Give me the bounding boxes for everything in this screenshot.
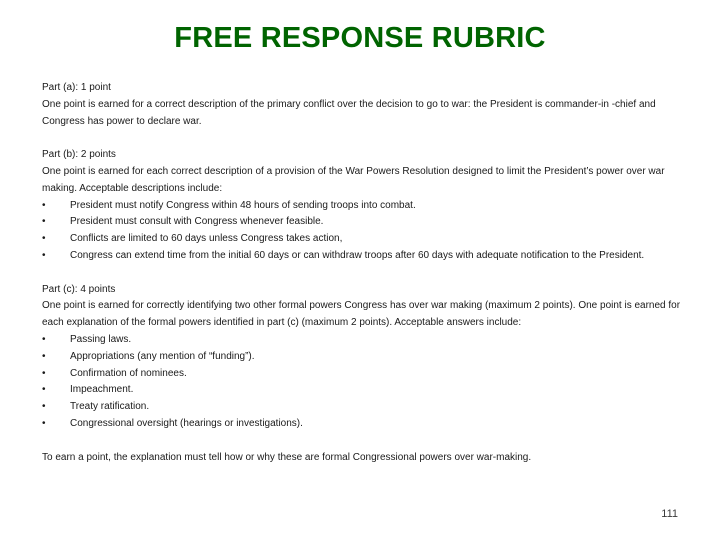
part-c-text: One point is earned for correctly identifying two other formal powers Congress has over war making (maximum 2 points). One point is earned for each explanation of the formal powers identified in part (c) (maximum 2 points). Acceptable answers include: bbox=[42, 300, 681, 329]
bullet-icon: • bbox=[42, 367, 46, 379]
part-c-section bbox=[42, 282, 687, 433]
list-item: • Congress can extend time from the initial 60 days or can withdraw troops after 60 days with adequate notification to the President. bbox=[42, 248, 687, 265]
list-item: • Impeachment. bbox=[42, 382, 687, 399]
part-a-section bbox=[42, 80, 687, 130]
bullet-icon: • bbox=[42, 233, 46, 245]
rubric-content bbox=[42, 80, 687, 466]
bullet-icon: • bbox=[42, 384, 46, 396]
part-c-heading: Part (c): 4 points bbox=[42, 283, 116, 295]
list-item: • Passing laws. bbox=[42, 332, 687, 349]
bullet-icon: • bbox=[42, 333, 46, 345]
bullet-icon: • bbox=[42, 417, 46, 429]
part-a-text: One point is earned for a correct description of the primary conflict over the decision to go to war: the President is commander-in -chief and Congress has power to declare war. bbox=[42, 98, 656, 127]
part-b-section bbox=[42, 147, 687, 265]
list-item: • Confirmation of nominees. bbox=[42, 366, 687, 383]
bullet-icon: • bbox=[42, 249, 46, 261]
bullet-icon: • bbox=[42, 199, 46, 211]
list-item: • President must consult with Congress whenever feasible. bbox=[42, 214, 687, 231]
list-item: • Treaty ratification. bbox=[42, 399, 687, 416]
part-b-heading: Part (b): 2 points bbox=[42, 149, 116, 161]
bullet-icon: • bbox=[42, 401, 46, 413]
list-item: • Congressional oversight (hearings or investigations). bbox=[42, 416, 687, 433]
part-a-heading: Part (a): 1 point bbox=[42, 82, 111, 93]
page-title: FREE RESPONSE RUBRIC bbox=[174, 22, 546, 54]
bullet-icon: • bbox=[42, 216, 46, 228]
list-item: • Appropriations (any mention of “funding”). bbox=[42, 349, 687, 366]
list-item: • Conflicts are limited to 60 days unless Congress takes action, bbox=[42, 231, 687, 248]
page-number: 111 bbox=[661, 508, 678, 520]
part-b-bullet-list bbox=[42, 198, 687, 265]
part-c-bullet-list bbox=[42, 332, 687, 433]
part-b-text: One point is earned for each correct description of a provision of the War Powers Resolution designed to limit the President’s power over war making. Acceptable descriptions include: bbox=[42, 165, 665, 194]
list-item: • President must notify Congress within 48 hours of sending troops into combat. bbox=[42, 198, 687, 215]
bullet-icon: • bbox=[42, 350, 46, 362]
closing-note: To earn a point, the explanation must tell how or why these are formal Congressional powers over war-making. bbox=[42, 451, 532, 463]
